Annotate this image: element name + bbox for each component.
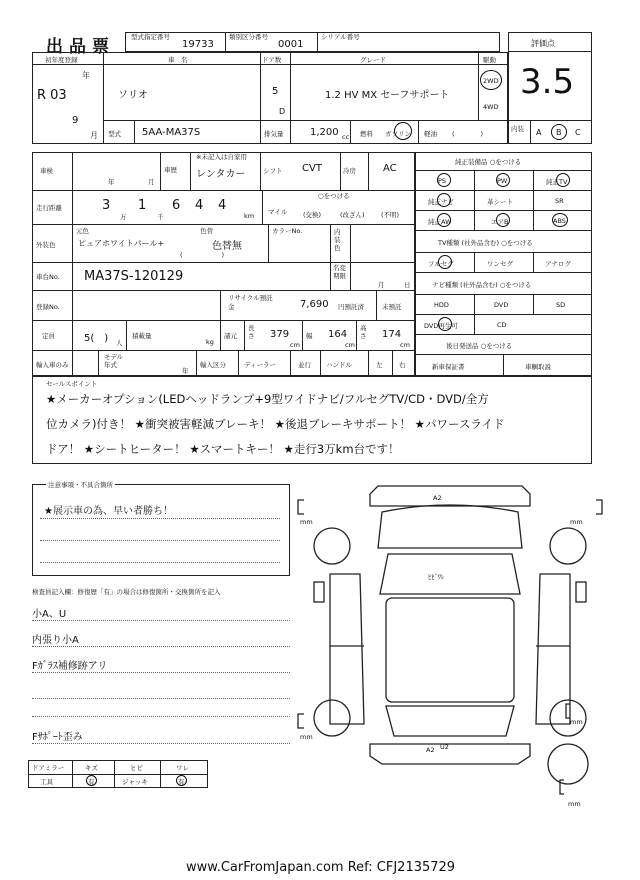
grade-value: 1.2 HV MX セーフサポート xyxy=(325,90,450,101)
km-unit: km xyxy=(244,212,255,220)
equip-leather: 革シート xyxy=(487,198,513,206)
drive-2wd: 2WD xyxy=(483,77,499,85)
legend-jack-yes: 有 xyxy=(178,778,185,786)
drive-2wd-circle xyxy=(480,70,502,90)
footer-watermark: www.CarFromJapan.com Ref: CFJ2135729 xyxy=(186,860,456,875)
chassis-label: 車台No. xyxy=(36,273,60,281)
equip-tv: 純正TV xyxy=(546,178,568,186)
diagram-a2-bottom: A2 xyxy=(426,746,435,754)
inspector-label: 検査員記入欄：修復歴「有」の場合は修復箇所・交換箇所を記入 xyxy=(32,588,221,596)
mileage-label: 走行距離 xyxy=(36,204,62,212)
tv-oneseg: ワンセグ xyxy=(487,260,513,268)
name-change-label: 名変期限 xyxy=(333,264,346,280)
width-value: 164 xyxy=(328,329,348,340)
interior-label: 内装 xyxy=(511,125,524,133)
recycle-label: リサイクル預託金 xyxy=(228,294,273,311)
legend-tools-circle xyxy=(86,775,97,786)
recycle-status: 円預託済 xyxy=(338,303,364,311)
equip-navi: 純正ナビ xyxy=(428,198,454,206)
door-label: ドア数 xyxy=(262,56,282,64)
km-swap: (交換) xyxy=(303,211,322,219)
color-change: 色替無 xyxy=(212,241,242,252)
serial-label: シリアル番号 xyxy=(321,33,360,41)
tv-fullseg-circle xyxy=(438,255,452,269)
fuel-gasoline-circle xyxy=(394,122,412,140)
sales-line-2: 位カメラ)付き！ ★衝突被害軽減ブレーキ！ ★後退ブレーキサポート！ ★パワースライド xyxy=(46,417,505,431)
fuel-label: 燃料 xyxy=(360,130,373,138)
km-unknown: (不明) xyxy=(381,211,400,219)
usage-value: レンタカー xyxy=(196,169,246,180)
handle-left: 左 xyxy=(376,361,383,369)
name-change-day: 日 xyxy=(404,281,411,289)
model-cert-no: 19733 xyxy=(182,39,214,50)
equip-ps: PS xyxy=(438,177,447,185)
category-label: 類別区分番号 xyxy=(229,33,268,41)
fuel-other: ( ) xyxy=(452,130,484,138)
navi-dvd-play: DVD再生可 xyxy=(424,322,458,330)
equip-abs-circle xyxy=(552,213,568,227)
notes-line-1: ★展示車の為、早い者勝ち！ xyxy=(44,506,173,517)
inspection-year: 年 xyxy=(108,178,115,186)
recycle-unpaid: 未預託 xyxy=(382,303,402,311)
equip-aw-circle xyxy=(437,213,451,227)
diagram-a2-top: A2 xyxy=(433,494,442,502)
fuel-gasoline: ガソリン xyxy=(385,130,411,138)
length-label: 長さ xyxy=(248,324,255,340)
car-name: ソリオ xyxy=(118,90,148,101)
interior-grade-a: A xyxy=(536,128,542,137)
height-value: 174 xyxy=(382,329,402,340)
navi-dvd-play-circle xyxy=(438,317,452,331)
model-year-unit: 年 xyxy=(182,367,189,375)
mm-rear-right: mm xyxy=(570,718,583,726)
sales-label: セールスポイント xyxy=(46,380,98,388)
mileage-digit-2: 1 xyxy=(138,198,147,213)
navi-hdd: HDD xyxy=(434,301,449,309)
load-unit: kg xyxy=(206,338,214,346)
mileage-digit-3: 6 xyxy=(172,198,181,213)
equipment-title: 純正装備品 ○をつける xyxy=(455,158,522,166)
notes-label: 注意事項・不具合箇所 xyxy=(48,481,113,489)
navi-cd: CD xyxy=(497,321,507,329)
grade-label: グレード xyxy=(360,56,386,64)
legend-tools-yes: 有 xyxy=(88,778,95,786)
year-unit: 年 xyxy=(82,71,90,80)
usage-label: 車歴 xyxy=(164,166,177,174)
model-year-label: モデル年式 xyxy=(104,353,124,369)
inspector-line-5: Fｻﾎﾟｰﾄ歪み xyxy=(32,732,83,743)
docs-manual: 車輌取説 xyxy=(525,363,551,371)
height-label: 高さ xyxy=(360,324,367,340)
ac-label: 冷房 xyxy=(343,167,356,175)
legend-break: ワレ xyxy=(176,764,189,772)
door-count: 5 xyxy=(272,86,279,97)
capacity-value: 5( ) xyxy=(84,333,109,344)
color-value: ピュアホワイトパール+ xyxy=(78,239,165,248)
name-change-month: 月 xyxy=(378,281,385,289)
legend-scratch: キズ xyxy=(85,764,98,772)
recycle-value: 7,690 xyxy=(300,299,329,310)
model-cert-label: 型式指定番号 xyxy=(131,33,170,41)
mm-front-right: mm xyxy=(570,518,583,526)
equip-sr: SR xyxy=(555,197,564,205)
legend-mirror: ドアミラー xyxy=(32,764,65,772)
import-type-label: 輸入区分 xyxy=(200,361,226,369)
handle-label: ハンドル xyxy=(326,361,352,369)
mm-rear-left: mm xyxy=(300,733,313,741)
equip-ps-circle xyxy=(437,173,451,187)
color-no-label: 色替 xyxy=(200,227,213,235)
color-label: 外装色 xyxy=(36,241,56,249)
interior-grade-c: C xyxy=(575,128,581,137)
dealer-option: ディーラー xyxy=(244,361,276,369)
reg-label: 登録No. xyxy=(36,303,60,311)
tv-fullseg: フルセグ xyxy=(428,260,454,268)
mileage-digit-5: 4 xyxy=(218,198,227,213)
equip-pw-circle xyxy=(496,173,510,187)
color-orig-label: 元色 xyxy=(76,227,89,235)
length-value: 379 xyxy=(270,329,290,340)
navi-sd: SD xyxy=(556,301,566,309)
mileage-digit-1: 3 xyxy=(102,198,111,213)
interior-color-label: 内装色 xyxy=(334,228,341,252)
sales-line-3: ドア！ ★シートヒーター！ ★スマートキー！ ★走行3万km台です！ xyxy=(46,442,400,456)
displacement-label: 排気量 xyxy=(264,130,284,138)
era-year: R 03 xyxy=(37,88,67,103)
drive-4wd: 4WD xyxy=(483,103,499,111)
diagram-u2: U2 xyxy=(440,743,449,751)
navi-dvd: DVD xyxy=(494,301,509,309)
drive-label: 駆動 xyxy=(483,56,496,64)
dim-label: 諸元 xyxy=(224,332,237,340)
diagram-hibi: ﾋﾋﾞﾜﾚ xyxy=(428,573,445,581)
inspector-line-3: Fｶﾞﾗｽ補修跡アリ xyxy=(32,661,108,672)
mile-label: マイル xyxy=(268,208,288,216)
legend-tools: 工具 xyxy=(40,778,53,786)
fuel-light-oil: 軽油 xyxy=(424,130,437,138)
shift-value: CVT xyxy=(302,163,322,174)
chassis-value: MA37S-120129 xyxy=(84,269,184,284)
capacity-unit: 人 xyxy=(116,339,123,347)
month-unit: 月 xyxy=(90,131,98,140)
equip-airbag-circle xyxy=(496,213,510,227)
equip-navi-circle xyxy=(437,193,451,207)
first-reg-month: 9 xyxy=(72,115,79,126)
mileage-circle-note: ○をつける xyxy=(318,192,350,200)
docs-warranty: 新車保証書 xyxy=(432,363,465,371)
tv-analog: アナログ xyxy=(545,260,571,268)
rating-label: 評価点 xyxy=(531,39,555,48)
equip-aw: 純正AW xyxy=(428,218,452,226)
interior-b-circle xyxy=(551,124,567,140)
inspection-label: 車検 xyxy=(40,167,53,175)
displacement-value: 1,200 xyxy=(310,127,339,138)
inspection-month: 月 xyxy=(148,178,155,186)
ac-value: AC xyxy=(383,163,397,174)
first-reg-label: 初年度登録 xyxy=(45,56,78,64)
handle-right: 右 xyxy=(399,361,406,369)
sen-unit: 千 xyxy=(157,213,164,221)
docs-title: 後日発送品 ○をつける xyxy=(446,342,513,350)
equip-pw: PW xyxy=(497,177,508,185)
km-altered: (改ざん) xyxy=(340,211,365,219)
equip-abs: ABS xyxy=(553,217,566,225)
door-suffix: D xyxy=(279,107,286,116)
legend-jack: ジャッキ xyxy=(122,778,148,786)
tv-title: TV種類 (社外品含む) ○をつける xyxy=(438,239,533,247)
model-value: 5AA-MA37S xyxy=(142,127,201,138)
legend-jack-circle xyxy=(176,775,187,786)
color-change-paren: ( ) xyxy=(180,251,225,259)
import-label: 輸入車のみ xyxy=(36,361,69,369)
load-label: 積載量 xyxy=(132,332,152,340)
mm-spare: mm xyxy=(568,800,581,808)
form-title: 出品票 xyxy=(46,37,115,57)
inspector-line-1: 小A、U xyxy=(32,609,67,620)
mileage-digit-4: 4 xyxy=(195,198,204,213)
navi-title: ナビ種類 (社外品含む) ○をつける xyxy=(432,281,532,289)
car-name-label: 車 名 xyxy=(168,56,188,64)
category-no: 0001 xyxy=(278,39,304,50)
inspector-line-2: 内張り小A xyxy=(32,635,79,646)
mm-front-left: mm xyxy=(300,518,313,526)
legend-crack: ヒビ xyxy=(130,764,143,772)
color-code-label: カラーNo. xyxy=(272,227,303,235)
width-label: 幅 xyxy=(306,332,313,340)
shift-label: シフト xyxy=(263,167,283,175)
cc-unit: cc xyxy=(342,133,350,141)
usage-note: ※未記入は自家用 xyxy=(196,153,247,161)
model-label: 型式 xyxy=(108,130,121,138)
length-unit: cm xyxy=(290,341,300,349)
equip-tv-circle xyxy=(556,173,570,187)
man-unit: 万 xyxy=(120,213,127,221)
parallel-option: 並行 xyxy=(298,361,311,369)
capacity-label: 定員 xyxy=(42,332,55,340)
rating-value: 3.5 xyxy=(520,62,575,102)
sales-line-1: ★メーカーオプション(LEDヘッドランプ+9型ワイドナビ/フルセグTV/CD・DVD/全方 xyxy=(46,392,489,406)
height-unit: cm xyxy=(400,341,410,349)
interior-grade-b: B xyxy=(556,128,562,137)
width-unit: cm xyxy=(345,341,355,349)
equip-airbag: エアB xyxy=(491,218,509,226)
